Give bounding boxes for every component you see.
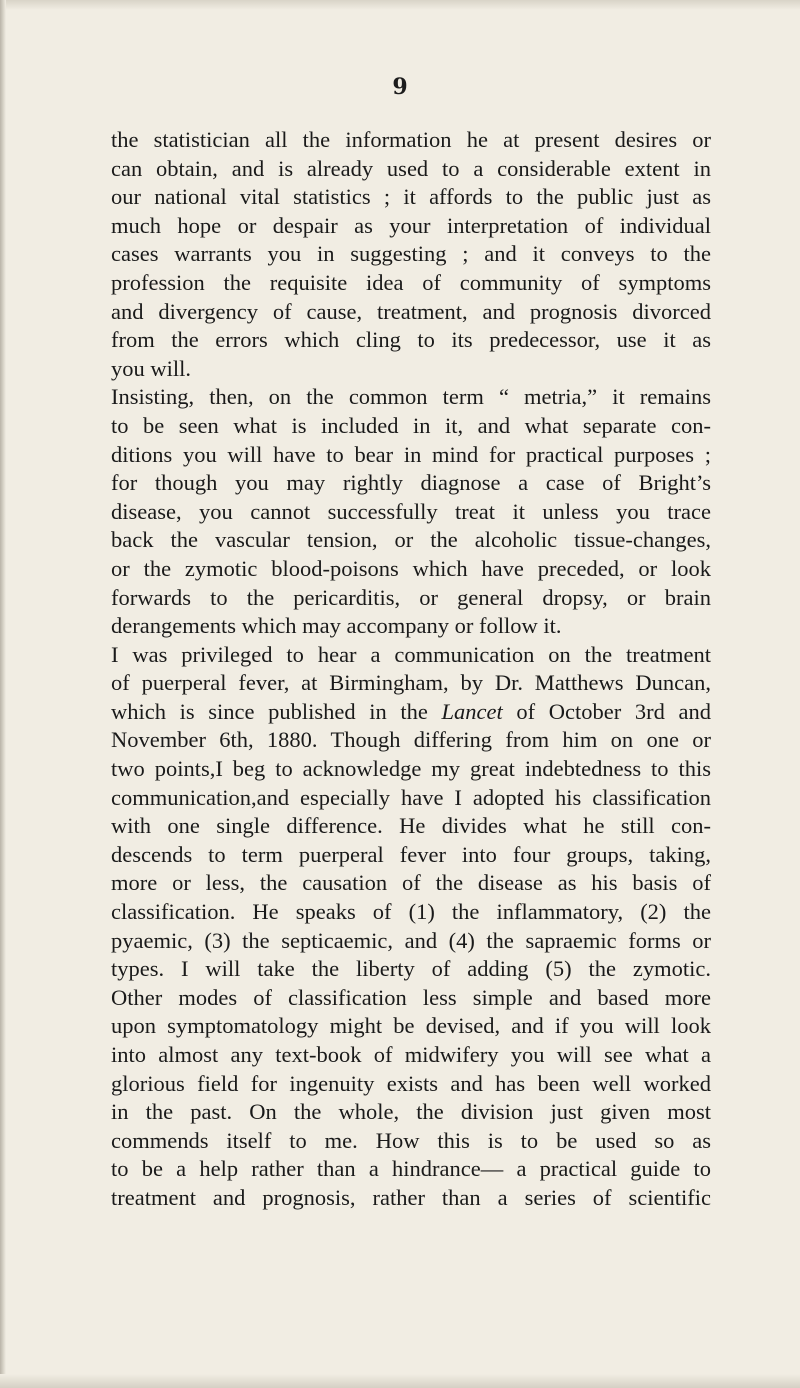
text-line: upon symptomatology might be devised, and if you will look xyxy=(111,1013,711,1039)
text-line: to be seen what is included in it, and what separate con- xyxy=(111,412,711,438)
text-line: I was privileged to hear a communication on the treatment xyxy=(111,641,711,667)
text-line: glorious field for ingenuity exists and has been well worked xyxy=(111,1070,711,1096)
text-line: classification. He speaks of (1) the inflammatory, (2) the xyxy=(111,899,711,925)
text-line: derangements which may accompany or follow it. xyxy=(111,613,562,639)
text-line: pyaemic, (3) the septicaemic, and (4) the sapraemic forms or xyxy=(111,927,711,953)
text-line: treatment and prognosis, rather than a series of scientific xyxy=(111,1184,711,1210)
text-line: much hope or despair as your interpretation of individual xyxy=(111,212,711,238)
page-number: 9 xyxy=(392,74,408,100)
text-line: into almost any text-book of midwifery you will see what a xyxy=(111,1042,711,1067)
text-line: back the vascular tension, or the alcoholic tissue-changes, xyxy=(111,527,711,553)
text-line: our national vital statistics ; it affords to the public just as xyxy=(111,184,711,210)
text-line: for though you may rightly diagnose a case of Bright’s xyxy=(111,470,711,496)
text-line: of puerperal fever, at Birmingham, by Dr. Matthews Duncan, xyxy=(111,670,711,696)
text-line: ditions you will have to bear in mind for practical purposes ; xyxy=(111,441,711,467)
text-line: November 6th, 1880. Though differing from him on one or xyxy=(111,727,711,753)
text-line: with one single difference. He divides what he still con- xyxy=(111,813,711,839)
text-line: profession the requisite idea of community of symptoms xyxy=(111,269,711,295)
text-line: the statistician all the information he at present desires or xyxy=(111,127,711,152)
text-line: Other modes of classification less simple and based more xyxy=(111,984,711,1010)
text-line: which is since published in the Lancet of October 3rd and xyxy=(111,698,711,724)
journal-title: Lancet xyxy=(441,698,503,724)
text-line: two points,I beg to acknowledge my great indebtedness to this xyxy=(111,756,711,782)
text-line: Insisting, then, on the common term “ metria,” it remains xyxy=(111,384,711,410)
text-line: in the past. On the whole, the division just given most xyxy=(111,1099,711,1125)
text-line: cases warrants you in suggesting ; and it conveys to the xyxy=(111,241,711,267)
text-line: and divergency of cause, treatment, and prognosis divorced xyxy=(111,298,711,324)
text-line: communication,and especially have I adopted his classification xyxy=(111,784,711,810)
text-line: forwards to the pericarditis, or general dropsy, or brain xyxy=(111,584,711,610)
text-line: can obtain, and is already used to a considerable extent in xyxy=(111,155,711,181)
text-line: to be a help rather than a hindrance— a practical guide to xyxy=(111,1156,711,1182)
text-line: or the zymotic blood-poisons which have preceded, or look xyxy=(111,555,711,581)
text-line: descends to term puerperal fever into four groups, taking, xyxy=(111,841,711,867)
text-line: from the errors which cling to its predecessor, use it as xyxy=(111,327,711,353)
text-line: disease, you cannot successfully treat it unless you trace xyxy=(111,498,711,524)
body-text xyxy=(111,126,711,1213)
page-left-edge xyxy=(0,0,6,1388)
text-line: you will. xyxy=(111,355,192,381)
text-line: commends itself to me. How this is to be used so as xyxy=(111,1127,711,1153)
page-top-edge xyxy=(0,0,800,10)
text-line: more or less, the causation of the disease as his basis of xyxy=(111,870,711,896)
page-bottom-edge xyxy=(0,1374,800,1388)
text-line: types. I will take the liberty of adding (5) the zymotic. xyxy=(111,956,711,982)
